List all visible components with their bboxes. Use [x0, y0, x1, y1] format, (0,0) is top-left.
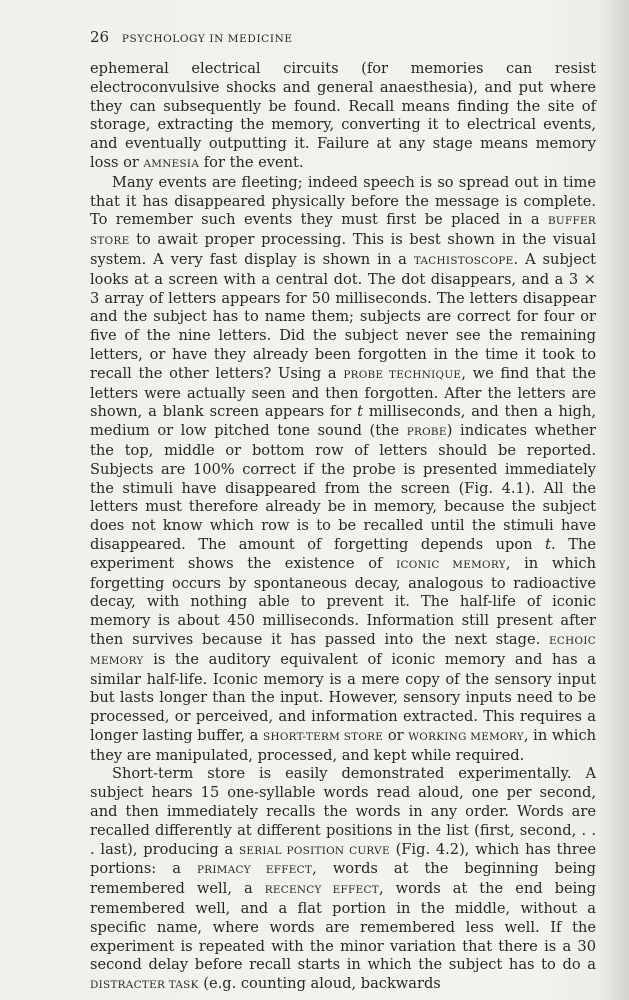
text-run: (Fig. 4.2), which has three portions: a: [90, 840, 596, 878]
key-term: PRIMACY EFFECT: [196, 864, 313, 877]
text-run: ) indicates whether the top, middle or bottom row of letters should be reported. Subjects are 100% correct if the probe is presented immediately the stimuli have disappeared from the screen (Fig. 4.1). All the letters must therefore already be in memory, because the subject does not know which row is to be recalled until the stimuli have disappeared. The amount of forgetting depends upon: [90, 422, 596, 553]
key-term: RECENCY EFFECT: [264, 884, 379, 897]
text-run: , words at the beginning being remembered well, a: [90, 860, 596, 898]
key-term: ICONIC MEMORY: [396, 558, 506, 571]
key-term: ECHOIC MEMORY: [90, 634, 596, 667]
page-number: 26: [90, 28, 110, 46]
text-run: milliseconds, and then a high, medium or low pitched tone sound (the: [90, 403, 596, 440]
text-run: to await proper processing. This is best shown in the visual system. A very fast display is shown in a: [90, 231, 596, 268]
text-run: . The experiment shows the existence of: [90, 535, 596, 572]
variable-t: t: [545, 535, 551, 553]
key-term: WORKING MEMORY: [408, 730, 524, 743]
text-run: or: [383, 726, 409, 744]
page-gutter-shadow: [607, 0, 629, 1000]
paragraph-1: [90, 60, 596, 174]
text-run: (e.g. counting aloud, backwards: [198, 975, 441, 993]
text-run: ephemeral electrical circuits (for memories can resist electroconvulsive shocks and general anaesthesia), and put where they can subsequently be found. Recall means finding the site of storage, extracting the memory, converting it to electrical events, and eventually outputting it. Failure at any stage means memory loss or: [90, 60, 596, 171]
key-term: SERIAL POSITION CURVE: [238, 844, 390, 857]
key-term: PROBE: [406, 426, 447, 439]
key-term: BUFFER STORE: [90, 215, 596, 248]
running-head: [90, 28, 293, 48]
paragraph-2: [90, 174, 596, 766]
variable-t: t: [357, 403, 363, 421]
text-run: . A subject looks at a screen with a central dot. The dot disappears, and a 3 × 3 array of letters appears for 50 milliseconds. The letters disappear and the subject has to name them; subjects are correct for four or five of the nine letters. Did the subject never see the remaining letters, or have they already been forgotten in the time it took to recall the other letters? Using a: [90, 250, 596, 382]
key-term: SHORT-TERM STORE: [263, 730, 384, 743]
text-run: is the auditory equivalent of iconic memory and has a similar half-life. Iconic memory is a mere copy of the sensory input but lasts longer than the input. However, sensory inputs need to be processed, or perceived, and information extracted. This requires a longer lasting buffer, a: [90, 650, 596, 744]
text-run: Many events are fleeting; indeed speech is so spread out in time that it has disappeared physically before the message is complete. To remember such events they must first be placed in a: [90, 173, 596, 229]
text-run: , in which forgetting occurs by spontaneous decay, analogous to radioactive decay, with nothing able to prevent it. The half-life of iconic memory is about 450 milliseconds. Information still present after then survives because it has passed into the next stage.: [90, 554, 597, 648]
text-run: Short-term store is easily demonstrated experimentally. A subject hears 15 one-syllable words read aloud, one per second, and then immediately recalls the words in any order. Words are recalled differently at different positions in the list (first, second, . . . last), producing a: [90, 765, 596, 858]
key-term: TACHISTOSCOPE: [413, 254, 514, 267]
key-term: PROBE TECHNIQUE: [343, 368, 462, 381]
text-run: , we find that the letters were actually seen and then forgotten. After the letters are shown, a blank screen appears for: [90, 364, 596, 421]
text-run: for the event.: [199, 153, 304, 171]
running-head-title: PSYCHOLOGY IN MEDICINE: [121, 33, 293, 45]
key-term: AMNESIA: [143, 157, 200, 170]
text-run: , words at the end being remembered well, and a flat portion in the middle, without a specific name, where words are remembered less well. If the experiment is repeated with the minor variation that there is a 30 second delay before recall starts in which the subject has to do a: [90, 880, 596, 974]
paragraph-3: [90, 765, 596, 995]
text-run: , in which they are manipulated, processed, and kept while required.: [90, 726, 597, 764]
key-term: DISTRACTER TASK: [90, 979, 199, 992]
body-text: [90, 60, 596, 995]
